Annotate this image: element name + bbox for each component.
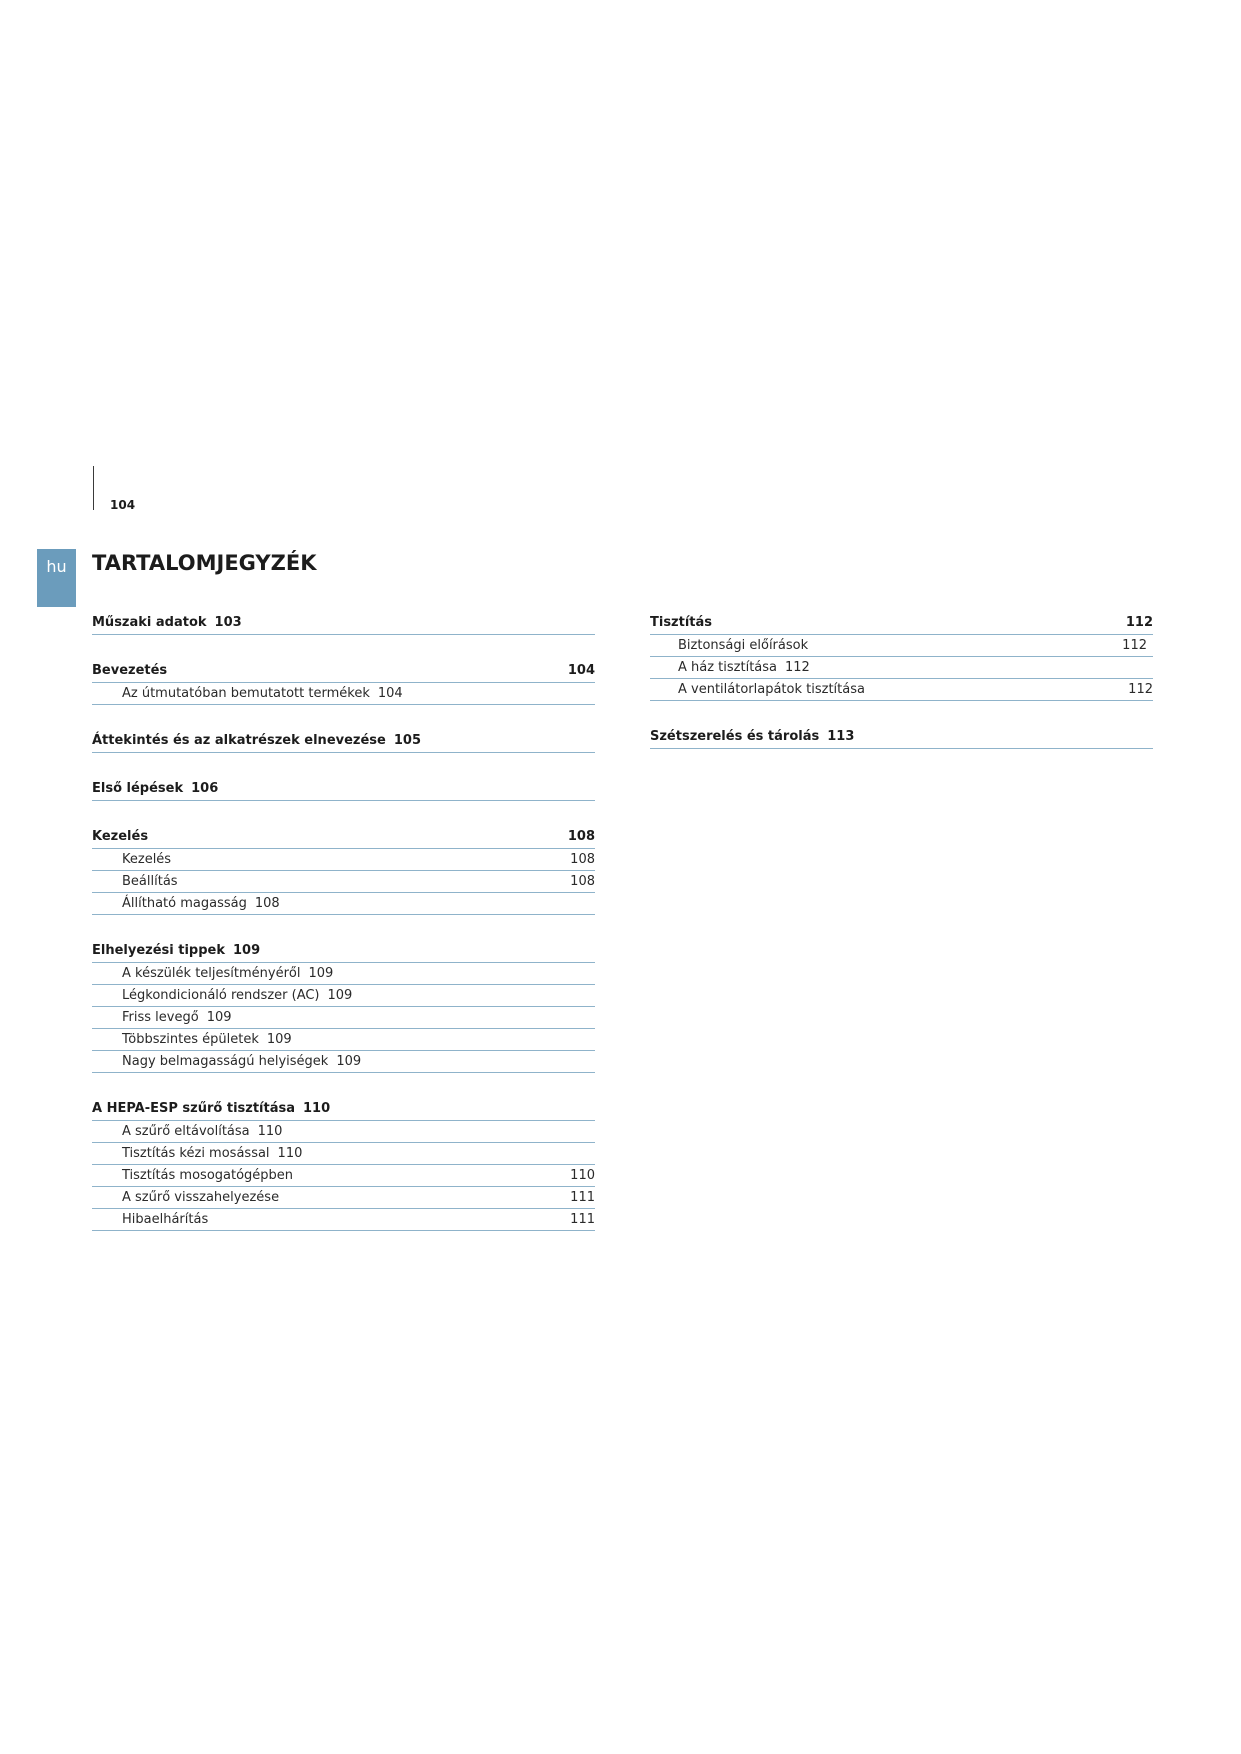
toc-heading-attekintes-es-az-alkatreszek-elnevezese[interactable]	[92, 726, 595, 753]
toc-entry-kezeles-title: Kezelés	[122, 852, 172, 867]
toc-heading-muszaki-adatok[interactable]	[92, 608, 595, 635]
toc-heading-kezeles-title: Kezelés	[92, 829, 149, 844]
toc-entry-beallitas-page: 108	[570, 874, 595, 889]
toc-heading-szetszereles-es-tarolas-page: 113	[827, 729, 855, 744]
toc-heading-bevezetes-page: 104	[567, 663, 595, 678]
toc-heading-elso-lepesek-page: 106	[191, 781, 219, 796]
toc-entry-friss-levego-page: 109	[206, 1010, 232, 1025]
toc-entry-tobbszintes-epuletek[interactable]	[92, 1029, 595, 1051]
toc-entry-a-ventilatorlapatok-tisztitasa[interactable]	[650, 679, 1153, 701]
toc-entry-a-keszulek-teljesitmenyerol-page: 109	[308, 966, 334, 981]
toc-entry-tobbszintes-epuletek-page: 109	[266, 1032, 292, 1047]
toc-entry-a-szuro-visszahelyezese-page: 111	[570, 1190, 595, 1205]
toc-entry-a-keszulek-teljesitmenyerol[interactable]	[92, 963, 595, 985]
toc-entry-tisztitas-kezi-mosassal-title: Tisztítás kézi mosással	[122, 1146, 270, 1161]
toc-entry-az-utmutatoban-bemutatott-termekek-title: Az útmutatóban bemutatott termékek	[122, 686, 370, 701]
toc-entry-legkondicionalo-rendszer-ac[interactable]	[92, 985, 595, 1007]
toc-section-elso-lepesek	[92, 774, 595, 801]
page-number-rule	[93, 466, 94, 510]
toc-entry-a-haz-tisztitasa-page: 112	[785, 660, 810, 675]
toc-heading-muszaki-adatok-title: Műszaki adatok	[92, 615, 207, 630]
toc-heading-elhelyezesi-tippek[interactable]	[92, 936, 595, 963]
toc-entry-tobbszintes-epuletek-title: Többszintes épületek	[122, 1032, 259, 1047]
toc-heading-kezeles-page: 108	[567, 829, 595, 844]
toc-entry-a-ventilatorlapatok-tisztitasa-page: 112	[1128, 682, 1153, 697]
toc-heading-bevezetes-title: Bevezetés	[92, 663, 168, 678]
toc-section-kezeles	[92, 822, 595, 915]
toc-entry-legkondicionalo-rendszer-ac-page: 109	[327, 988, 353, 1003]
toc-entry-allithato-magassag[interactable]	[92, 893, 595, 915]
toc-entry-allithato-magassag-page: 108	[254, 896, 280, 911]
toc-heading-attekintes-es-az-alkatreszek-elnevezese-page: 105	[393, 733, 421, 748]
toc-heading-elhelyezesi-tippek-page: 109	[233, 943, 261, 958]
toc-entry-allithato-magassag-title: Állítható magasság	[122, 896, 247, 911]
toc-entry-a-szuro-visszahelyezese-title: A szűrő visszahelyezése	[122, 1190, 280, 1205]
toc-heading-a-hepa-esp-szuro-tisztitasa-title: A HEPA-ESP szűrő tisztítása	[92, 1101, 296, 1116]
toc-entry-hibaelharitas-title: Hibaelhárítás	[122, 1212, 209, 1227]
toc-entry-friss-levego[interactable]	[92, 1007, 595, 1029]
language-tab: hu	[37, 549, 76, 607]
toc-entry-biztonsagi-eloirasok[interactable]	[650, 635, 1153, 657]
toc-entry-a-haz-tisztitasa[interactable]	[650, 657, 1153, 679]
toc-entry-nagy-belmagassagu-helyisegek-page: 109	[336, 1054, 362, 1069]
toc-entry-beallitas[interactable]	[92, 871, 595, 893]
toc-heading-muszaki-adatok-page: 103	[214, 615, 242, 630]
toc-entry-a-ventilatorlapatok-tisztitasa-title: A ventilátorlapátok tisztítása	[678, 682, 865, 697]
toc-heading-elso-lepesek-title: Első lépések	[92, 781, 184, 796]
toc-heading-szetszereles-es-tarolas-title: Szétszerelés és tárolás	[650, 729, 820, 744]
toc-entry-az-utmutatoban-bemutatott-termekek[interactable]	[92, 683, 595, 705]
toc-heading-bevezetes[interactable]	[92, 656, 595, 683]
toc-entry-hibaelharitas[interactable]	[92, 1209, 595, 1231]
toc-entry-tisztitas-mosogatogepben-page: 110	[570, 1168, 595, 1183]
toc-entry-nagy-belmagassagu-helyisegek[interactable]	[92, 1051, 595, 1073]
toc-heading-attekintes-es-az-alkatreszek-elnevezese-title: Áttekintés és az alkatrészek elnevezése	[92, 733, 386, 748]
toc-entry-biztonsagi-eloirasok-page: 112	[1122, 638, 1147, 653]
toc-entry-hibaelharitas-page: 111	[570, 1212, 595, 1227]
toc-entry-nagy-belmagassagu-helyisegek-title: Nagy belmagasságú helyiségek	[122, 1054, 329, 1069]
toc-section-szetszereles-es-tarolas	[650, 722, 1153, 749]
toc-section-a-hepa-esp-szuro-tisztitasa	[92, 1094, 595, 1231]
toc-entry-a-keszulek-teljesitmenyerol-title: A készülék teljesítményéről	[122, 966, 301, 981]
toc-entry-biztonsagi-eloirasok-title: Biztonsági előírások	[678, 638, 809, 653]
toc-entry-beallitas-title: Beállítás	[122, 874, 178, 889]
toc-entry-a-szuro-eltavolitasa[interactable]	[92, 1121, 595, 1143]
page-title: TARTALOMJEGYZÉK	[92, 551, 317, 575]
toc-entry-kezeles-page: 108	[570, 852, 595, 867]
toc-section-muszaki-adatok	[92, 608, 595, 635]
toc-entry-a-szuro-visszahelyezese[interactable]	[92, 1187, 595, 1209]
toc-entry-tisztitas-mosogatogepben[interactable]	[92, 1165, 595, 1187]
toc-entry-a-szuro-eltavolitasa-page: 110	[257, 1124, 283, 1139]
toc-entry-tisztitas-kezi-mosassal-page: 110	[277, 1146, 303, 1161]
toc-heading-elso-lepesek[interactable]	[92, 774, 595, 801]
toc-heading-kezeles[interactable]	[92, 822, 595, 849]
toc-heading-a-hepa-esp-szuro-tisztitasa[interactable]	[92, 1094, 595, 1121]
toc-right-column	[650, 608, 1153, 770]
toc-entry-kezeles[interactable]	[92, 849, 595, 871]
toc-entry-az-utmutatoban-bemutatott-termekek-page: 104	[377, 686, 403, 701]
toc-heading-tisztitas-title: Tisztítás	[650, 615, 713, 630]
toc-heading-a-hepa-esp-szuro-tisztitasa-page: 110	[303, 1101, 331, 1116]
toc-entry-tisztitas-kezi-mosassal[interactable]	[92, 1143, 595, 1165]
toc-entry-a-haz-tisztitasa-title: A ház tisztítása	[678, 660, 778, 675]
toc-section-attekintes-es-az-alkatreszek-elnevezese	[92, 726, 595, 753]
page-number: 104	[110, 498, 136, 512]
toc-heading-tisztitas[interactable]	[650, 608, 1153, 635]
toc-heading-tisztitas-page: 112	[1125, 615, 1153, 630]
toc-section-elhelyezesi-tippek	[92, 936, 595, 1073]
toc-heading-szetszereles-es-tarolas[interactable]	[650, 722, 1153, 749]
toc-entry-friss-levego-title: Friss levegő	[122, 1010, 199, 1025]
toc-entry-legkondicionalo-rendszer-ac-title: Légkondicionáló rendszer (AC)	[122, 988, 320, 1003]
toc-heading-elhelyezesi-tippek-title: Elhelyezési tippek	[92, 943, 226, 958]
toc-left-column	[92, 608, 595, 1252]
toc-section-tisztitas	[650, 608, 1153, 701]
toc-section-bevezetes	[92, 656, 595, 705]
toc-entry-tisztitas-mosogatogepben-title: Tisztítás mosogatógépben	[122, 1168, 294, 1183]
toc-entry-a-szuro-eltavolitasa-title: A szűrő eltávolítása	[122, 1124, 250, 1139]
